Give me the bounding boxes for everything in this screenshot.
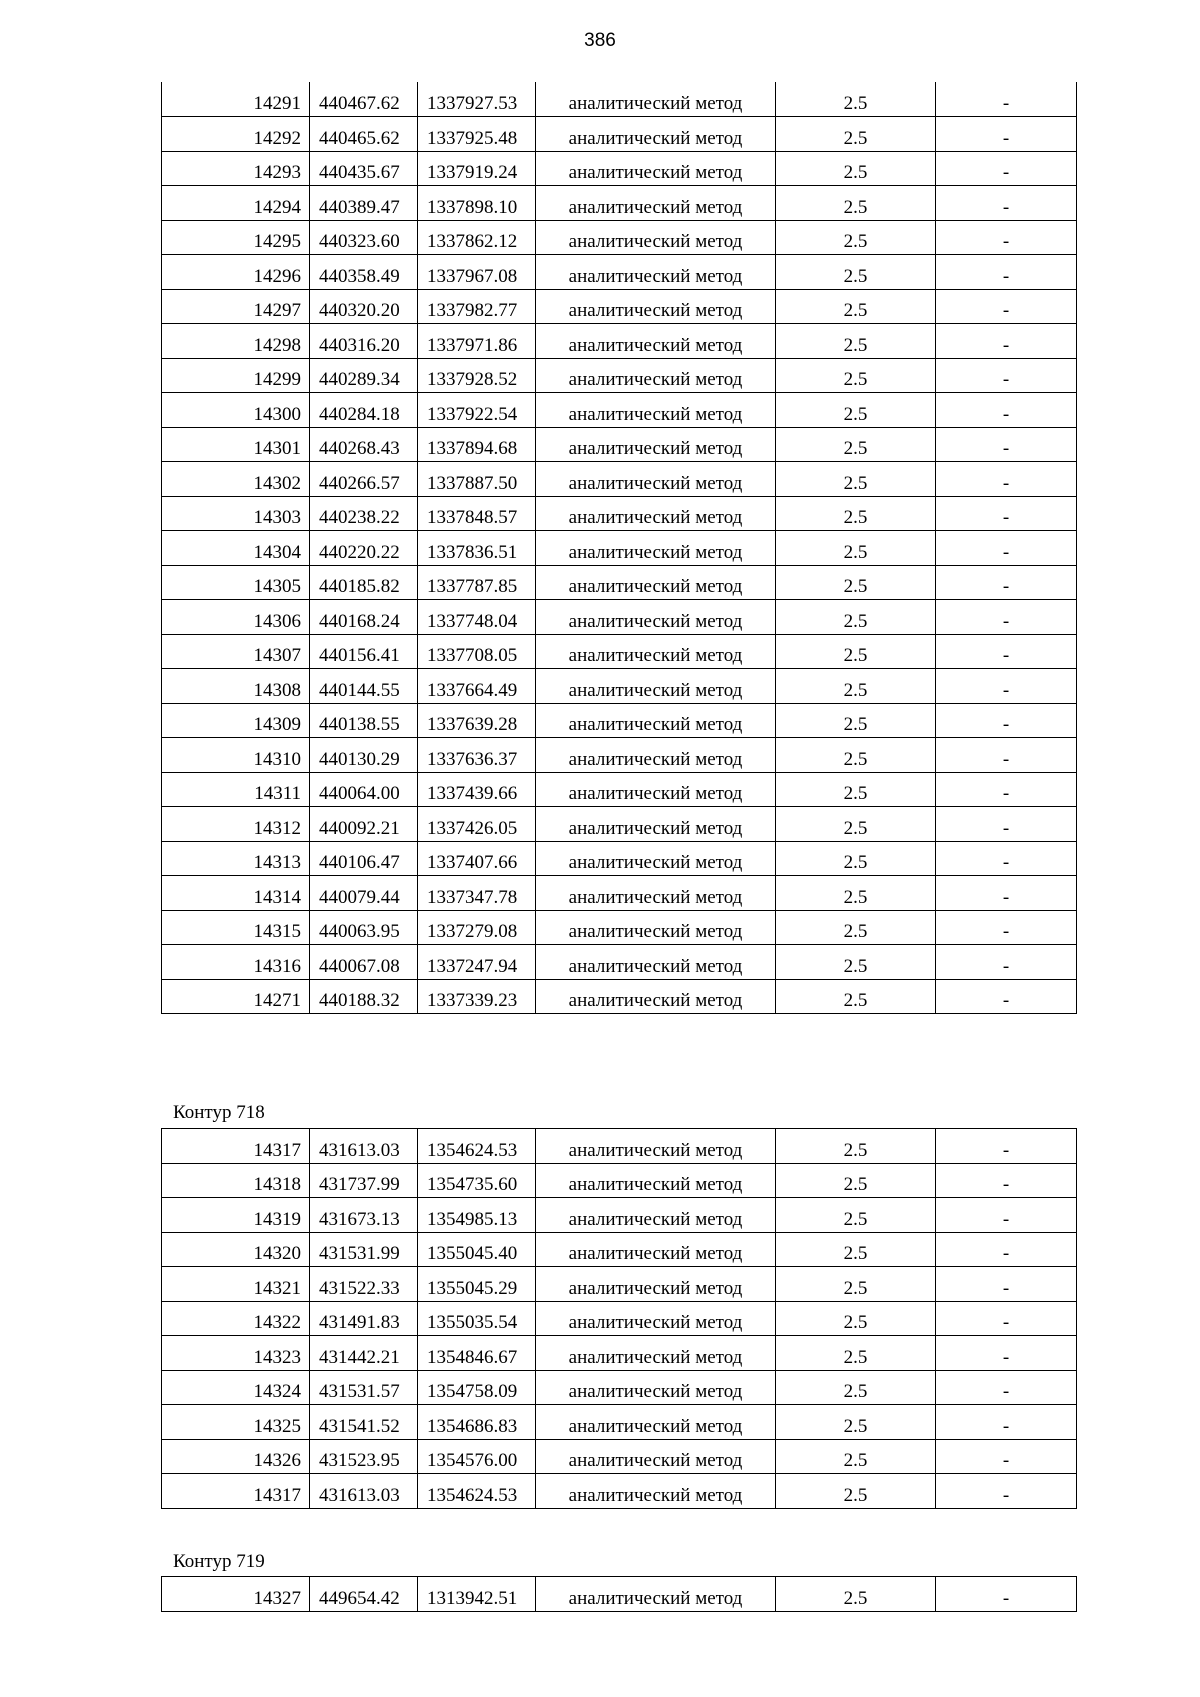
method-cell: аналитический метод [536,324,776,359]
x-coordinate-cell: 440266.57 [310,462,418,497]
table-row [162,565,1077,600]
x-coordinate-cell: 440064.00 [310,772,418,807]
table-row [162,841,1077,876]
x-coordinate-cell: 440289.34 [310,358,418,393]
x-coordinate-cell: 440144.55 [310,669,418,704]
y-coordinate-cell: 1337927.53 [418,82,536,117]
note-cell: - [936,565,1077,600]
accuracy-cell: 2.5 [776,772,936,807]
point-number-cell: 14321 [162,1267,310,1302]
table-row [162,634,1077,669]
y-coordinate-cell: 1337279.08 [418,910,536,945]
table-row [162,462,1077,497]
note-cell: - [936,703,1077,738]
y-coordinate-cell: 1313942.51 [418,1577,536,1612]
y-coordinate-cell: 1337636.37 [418,738,536,773]
method-cell: аналитический метод [536,876,776,911]
x-coordinate-cell: 440079.44 [310,876,418,911]
y-coordinate-cell: 1337848.57 [418,496,536,531]
x-coordinate-cell: 431523.95 [310,1439,418,1474]
method-cell: аналитический метод [536,186,776,221]
y-coordinate-cell: 1337426.05 [418,807,536,842]
point-number-cell: 14306 [162,600,310,635]
method-cell: аналитический метод [536,945,776,980]
method-cell: аналитический метод [536,82,776,117]
table-row [162,669,1077,704]
accuracy-cell: 2.5 [776,82,936,117]
point-number-cell: 14309 [162,703,310,738]
note-cell: - [936,1198,1077,1233]
table-row [162,1267,1077,1302]
contour-label: Контур 719 [173,1551,265,1572]
method-cell: аналитический метод [536,841,776,876]
y-coordinate-cell: 1354686.83 [418,1405,536,1440]
y-coordinate-cell: 1337925.48 [418,117,536,152]
accuracy-cell: 2.5 [776,634,936,669]
accuracy-cell: 2.5 [776,1198,936,1233]
method-cell: аналитический метод [536,807,776,842]
coordinates-table [161,82,1077,1014]
note-cell: - [936,1163,1077,1198]
y-coordinate-cell: 1337971.86 [418,324,536,359]
note-cell: - [936,324,1077,359]
method-cell: аналитический метод [536,1198,776,1233]
method-cell: аналитический метод [536,1577,776,1612]
note-cell: - [936,82,1077,117]
point-number-cell: 14299 [162,358,310,393]
table-row [162,531,1077,566]
table-row [162,427,1077,462]
y-coordinate-cell: 1355045.40 [418,1232,536,1267]
table-row [162,772,1077,807]
table-row [162,1129,1077,1164]
accuracy-cell: 2.5 [776,945,936,980]
x-coordinate-cell: 440467.62 [310,82,418,117]
note-cell: - [936,531,1077,566]
note-cell: - [936,1129,1077,1164]
method-cell: аналитический метод [536,358,776,393]
method-cell: аналитический метод [536,703,776,738]
accuracy-cell: 2.5 [776,427,936,462]
method-cell: аналитический метод [536,1129,776,1164]
table-row [162,1439,1077,1474]
table-row [162,945,1077,980]
x-coordinate-cell: 440220.22 [310,531,418,566]
accuracy-cell: 2.5 [776,462,936,497]
note-cell: - [936,1370,1077,1405]
point-number-cell: 14327 [162,1577,310,1612]
note-cell: - [936,151,1077,186]
point-number-cell: 14300 [162,393,310,428]
table-row [162,358,1077,393]
table-row [162,1336,1077,1371]
table-row [162,1163,1077,1198]
point-number-cell: 14297 [162,289,310,324]
accuracy-cell: 2.5 [776,1370,936,1405]
accuracy-cell: 2.5 [776,1474,936,1509]
table-row [162,1301,1077,1336]
accuracy-cell: 2.5 [776,1405,936,1440]
method-cell: аналитический метод [536,255,776,290]
table-row [162,186,1077,221]
point-number-cell: 14316 [162,945,310,980]
point-number-cell: 14301 [162,427,310,462]
method-cell: аналитический метод [536,496,776,531]
accuracy-cell: 2.5 [776,807,936,842]
x-coordinate-cell: 449654.42 [310,1577,418,1612]
table-row [162,255,1077,290]
point-number-cell: 14303 [162,496,310,531]
table-row [162,1474,1077,1509]
point-number-cell: 14296 [162,255,310,290]
y-coordinate-cell: 1355045.29 [418,1267,536,1302]
point-number-cell: 14315 [162,910,310,945]
note-cell: - [936,462,1077,497]
note-cell: - [936,738,1077,773]
method-cell: аналитический метод [536,772,776,807]
note-cell: - [936,876,1077,911]
accuracy-cell: 2.5 [776,1439,936,1474]
accuracy-cell: 2.5 [776,1129,936,1164]
accuracy-cell: 2.5 [776,876,936,911]
method-cell: аналитический метод [536,1439,776,1474]
table-row [162,600,1077,635]
y-coordinate-cell: 1337922.54 [418,393,536,428]
point-number-cell: 14293 [162,151,310,186]
accuracy-cell: 2.5 [776,496,936,531]
accuracy-cell: 2.5 [776,324,936,359]
table-row [162,703,1077,738]
table-row [162,1198,1077,1233]
y-coordinate-cell: 1337748.04 [418,600,536,635]
x-coordinate-cell: 440358.49 [310,255,418,290]
point-number-cell: 14324 [162,1370,310,1405]
y-coordinate-cell: 1337664.49 [418,669,536,704]
y-coordinate-cell: 1337836.51 [418,531,536,566]
y-coordinate-cell: 1337898.10 [418,186,536,221]
y-coordinate-cell: 1354735.60 [418,1163,536,1198]
x-coordinate-cell: 431491.83 [310,1301,418,1336]
x-coordinate-cell: 440156.41 [310,634,418,669]
point-number-cell: 14294 [162,186,310,221]
method-cell: аналитический метод [536,462,776,497]
note-cell: - [936,393,1077,428]
note-cell: - [936,1439,1077,1474]
accuracy-cell: 2.5 [776,1577,936,1612]
point-number-cell: 14317 [162,1474,310,1509]
accuracy-cell: 2.5 [776,117,936,152]
method-cell: аналитический метод [536,738,776,773]
x-coordinate-cell: 431442.21 [310,1336,418,1371]
point-number-cell: 14314 [162,876,310,911]
y-coordinate-cell: 1337967.08 [418,255,536,290]
x-coordinate-cell: 440168.24 [310,600,418,635]
method-cell: аналитический метод [536,117,776,152]
y-coordinate-cell: 1337439.66 [418,772,536,807]
note-cell: - [936,1267,1077,1302]
x-coordinate-cell: 440138.55 [310,703,418,738]
note-cell: - [936,186,1077,221]
table-row [162,393,1077,428]
y-coordinate-cell: 1337639.28 [418,703,536,738]
method-cell: аналитический метод [536,565,776,600]
contour-label: Контур 718 [173,1102,265,1123]
y-coordinate-cell: 1337887.50 [418,462,536,497]
note-cell: - [936,910,1077,945]
note-cell: - [936,807,1077,842]
accuracy-cell: 2.5 [776,1336,936,1371]
note-cell: - [936,841,1077,876]
point-number-cell: 14298 [162,324,310,359]
x-coordinate-cell: 431531.99 [310,1232,418,1267]
accuracy-cell: 2.5 [776,910,936,945]
accuracy-cell: 2.5 [776,600,936,635]
point-number-cell: 14319 [162,1198,310,1233]
y-coordinate-cell: 1354624.53 [418,1129,536,1164]
point-number-cell: 14291 [162,82,310,117]
accuracy-cell: 2.5 [776,1301,936,1336]
x-coordinate-cell: 440238.22 [310,496,418,531]
method-cell: аналитический метод [536,1163,776,1198]
accuracy-cell: 2.5 [776,1267,936,1302]
point-number-cell: 14312 [162,807,310,842]
x-coordinate-cell: 440320.20 [310,289,418,324]
method-cell: аналитический метод [536,634,776,669]
note-cell: - [936,600,1077,635]
note-cell: - [936,945,1077,980]
y-coordinate-cell: 1337407.66 [418,841,536,876]
point-number-cell: 14313 [162,841,310,876]
note-cell: - [936,289,1077,324]
x-coordinate-cell: 431673.13 [310,1198,418,1233]
method-cell: аналитический метод [536,1474,776,1509]
table-row [162,220,1077,255]
point-number-cell: 14326 [162,1439,310,1474]
y-coordinate-cell: 1337919.24 [418,151,536,186]
method-cell: аналитический метод [536,393,776,428]
accuracy-cell: 2.5 [776,358,936,393]
point-number-cell: 14305 [162,565,310,600]
point-number-cell: 14323 [162,1336,310,1371]
accuracy-cell: 2.5 [776,565,936,600]
point-number-cell: 14307 [162,634,310,669]
y-coordinate-cell: 1337347.78 [418,876,536,911]
x-coordinate-cell: 431522.33 [310,1267,418,1302]
table-row [162,1577,1077,1612]
note-cell: - [936,1405,1077,1440]
accuracy-cell: 2.5 [776,289,936,324]
method-cell: аналитический метод [536,1301,776,1336]
x-coordinate-cell: 440316.20 [310,324,418,359]
accuracy-cell: 2.5 [776,393,936,428]
point-number-cell: 14310 [162,738,310,773]
method-cell: аналитический метод [536,1336,776,1371]
y-coordinate-cell: 1354985.13 [418,1198,536,1233]
y-coordinate-cell: 1337928.52 [418,358,536,393]
note-cell: - [936,358,1077,393]
x-coordinate-cell: 440268.43 [310,427,418,462]
point-number-cell: 14304 [162,531,310,566]
table-row [162,807,1077,842]
x-coordinate-cell: 440465.62 [310,117,418,152]
note-cell: - [936,979,1077,1014]
table-row [162,324,1077,359]
y-coordinate-cell: 1337982.77 [418,289,536,324]
point-number-cell: 14292 [162,117,310,152]
note-cell: - [936,255,1077,290]
accuracy-cell: 2.5 [776,979,936,1014]
table-row [162,1370,1077,1405]
y-coordinate-cell: 1354576.00 [418,1439,536,1474]
method-cell: аналитический метод [536,1232,776,1267]
note-cell: - [936,1301,1077,1336]
x-coordinate-cell: 440389.47 [310,186,418,221]
method-cell: аналитический метод [536,910,776,945]
y-coordinate-cell: 1337247.94 [418,945,536,980]
method-cell: аналитический метод [536,220,776,255]
table-row [162,1405,1077,1440]
x-coordinate-cell: 440106.47 [310,841,418,876]
table-row [162,117,1077,152]
accuracy-cell: 2.5 [776,1232,936,1267]
table-row [162,289,1077,324]
accuracy-cell: 2.5 [776,255,936,290]
y-coordinate-cell: 1337862.12 [418,220,536,255]
x-coordinate-cell: 431737.99 [310,1163,418,1198]
accuracy-cell: 2.5 [776,531,936,566]
page-number: 386 [584,30,616,51]
method-cell: аналитический метод [536,1405,776,1440]
method-cell: аналитический метод [536,600,776,635]
note-cell: - [936,634,1077,669]
note-cell: - [936,669,1077,704]
method-cell: аналитический метод [536,669,776,704]
x-coordinate-cell: 431541.52 [310,1405,418,1440]
table-row [162,979,1077,1014]
x-coordinate-cell: 440130.29 [310,738,418,773]
method-cell: аналитический метод [536,531,776,566]
note-cell: - [936,117,1077,152]
accuracy-cell: 2.5 [776,220,936,255]
point-number-cell: 14271 [162,979,310,1014]
x-coordinate-cell: 440323.60 [310,220,418,255]
note-cell: - [936,427,1077,462]
method-cell: аналитический метод [536,1370,776,1405]
x-coordinate-cell: 440185.82 [310,565,418,600]
y-coordinate-cell: 1354758.09 [418,1370,536,1405]
accuracy-cell: 2.5 [776,151,936,186]
accuracy-cell: 2.5 [776,186,936,221]
x-coordinate-cell: 431613.03 [310,1129,418,1164]
coordinates-table [161,1128,1077,1509]
point-number-cell: 14317 [162,1129,310,1164]
method-cell: аналитический метод [536,979,776,1014]
point-number-cell: 14295 [162,220,310,255]
x-coordinate-cell: 440063.95 [310,910,418,945]
y-coordinate-cell: 1354624.53 [418,1474,536,1509]
x-coordinate-cell: 440092.21 [310,807,418,842]
point-number-cell: 14320 [162,1232,310,1267]
x-coordinate-cell: 431613.03 [310,1474,418,1509]
table-row [162,738,1077,773]
method-cell: аналитический метод [536,1267,776,1302]
y-coordinate-cell: 1337339.23 [418,979,536,1014]
table-row [162,876,1077,911]
method-cell: аналитический метод [536,289,776,324]
point-number-cell: 14311 [162,772,310,807]
point-number-cell: 14308 [162,669,310,704]
x-coordinate-cell: 440067.08 [310,945,418,980]
accuracy-cell: 2.5 [776,841,936,876]
accuracy-cell: 2.5 [776,669,936,704]
y-coordinate-cell: 1354846.67 [418,1336,536,1371]
note-cell: - [936,220,1077,255]
accuracy-cell: 2.5 [776,1163,936,1198]
table-row [162,151,1077,186]
table-row [162,82,1077,117]
point-number-cell: 14322 [162,1301,310,1336]
point-number-cell: 14318 [162,1163,310,1198]
accuracy-cell: 2.5 [776,703,936,738]
point-number-cell: 14302 [162,462,310,497]
table-row [162,496,1077,531]
note-cell: - [936,1232,1077,1267]
note-cell: - [936,1577,1077,1612]
accuracy-cell: 2.5 [776,738,936,773]
note-cell: - [936,1474,1077,1509]
method-cell: аналитический метод [536,151,776,186]
y-coordinate-cell: 1355035.54 [418,1301,536,1336]
x-coordinate-cell: 440188.32 [310,979,418,1014]
x-coordinate-cell: 431531.57 [310,1370,418,1405]
x-coordinate-cell: 440284.18 [310,393,418,428]
table-row [162,1232,1077,1267]
note-cell: - [936,772,1077,807]
note-cell: - [936,1336,1077,1371]
point-number-cell: 14325 [162,1405,310,1440]
method-cell: аналитический метод [536,427,776,462]
coordinates-table [161,1576,1077,1612]
y-coordinate-cell: 1337708.05 [418,634,536,669]
x-coordinate-cell: 440435.67 [310,151,418,186]
note-cell: - [936,496,1077,531]
table-row [162,910,1077,945]
y-coordinate-cell: 1337787.85 [418,565,536,600]
y-coordinate-cell: 1337894.68 [418,427,536,462]
